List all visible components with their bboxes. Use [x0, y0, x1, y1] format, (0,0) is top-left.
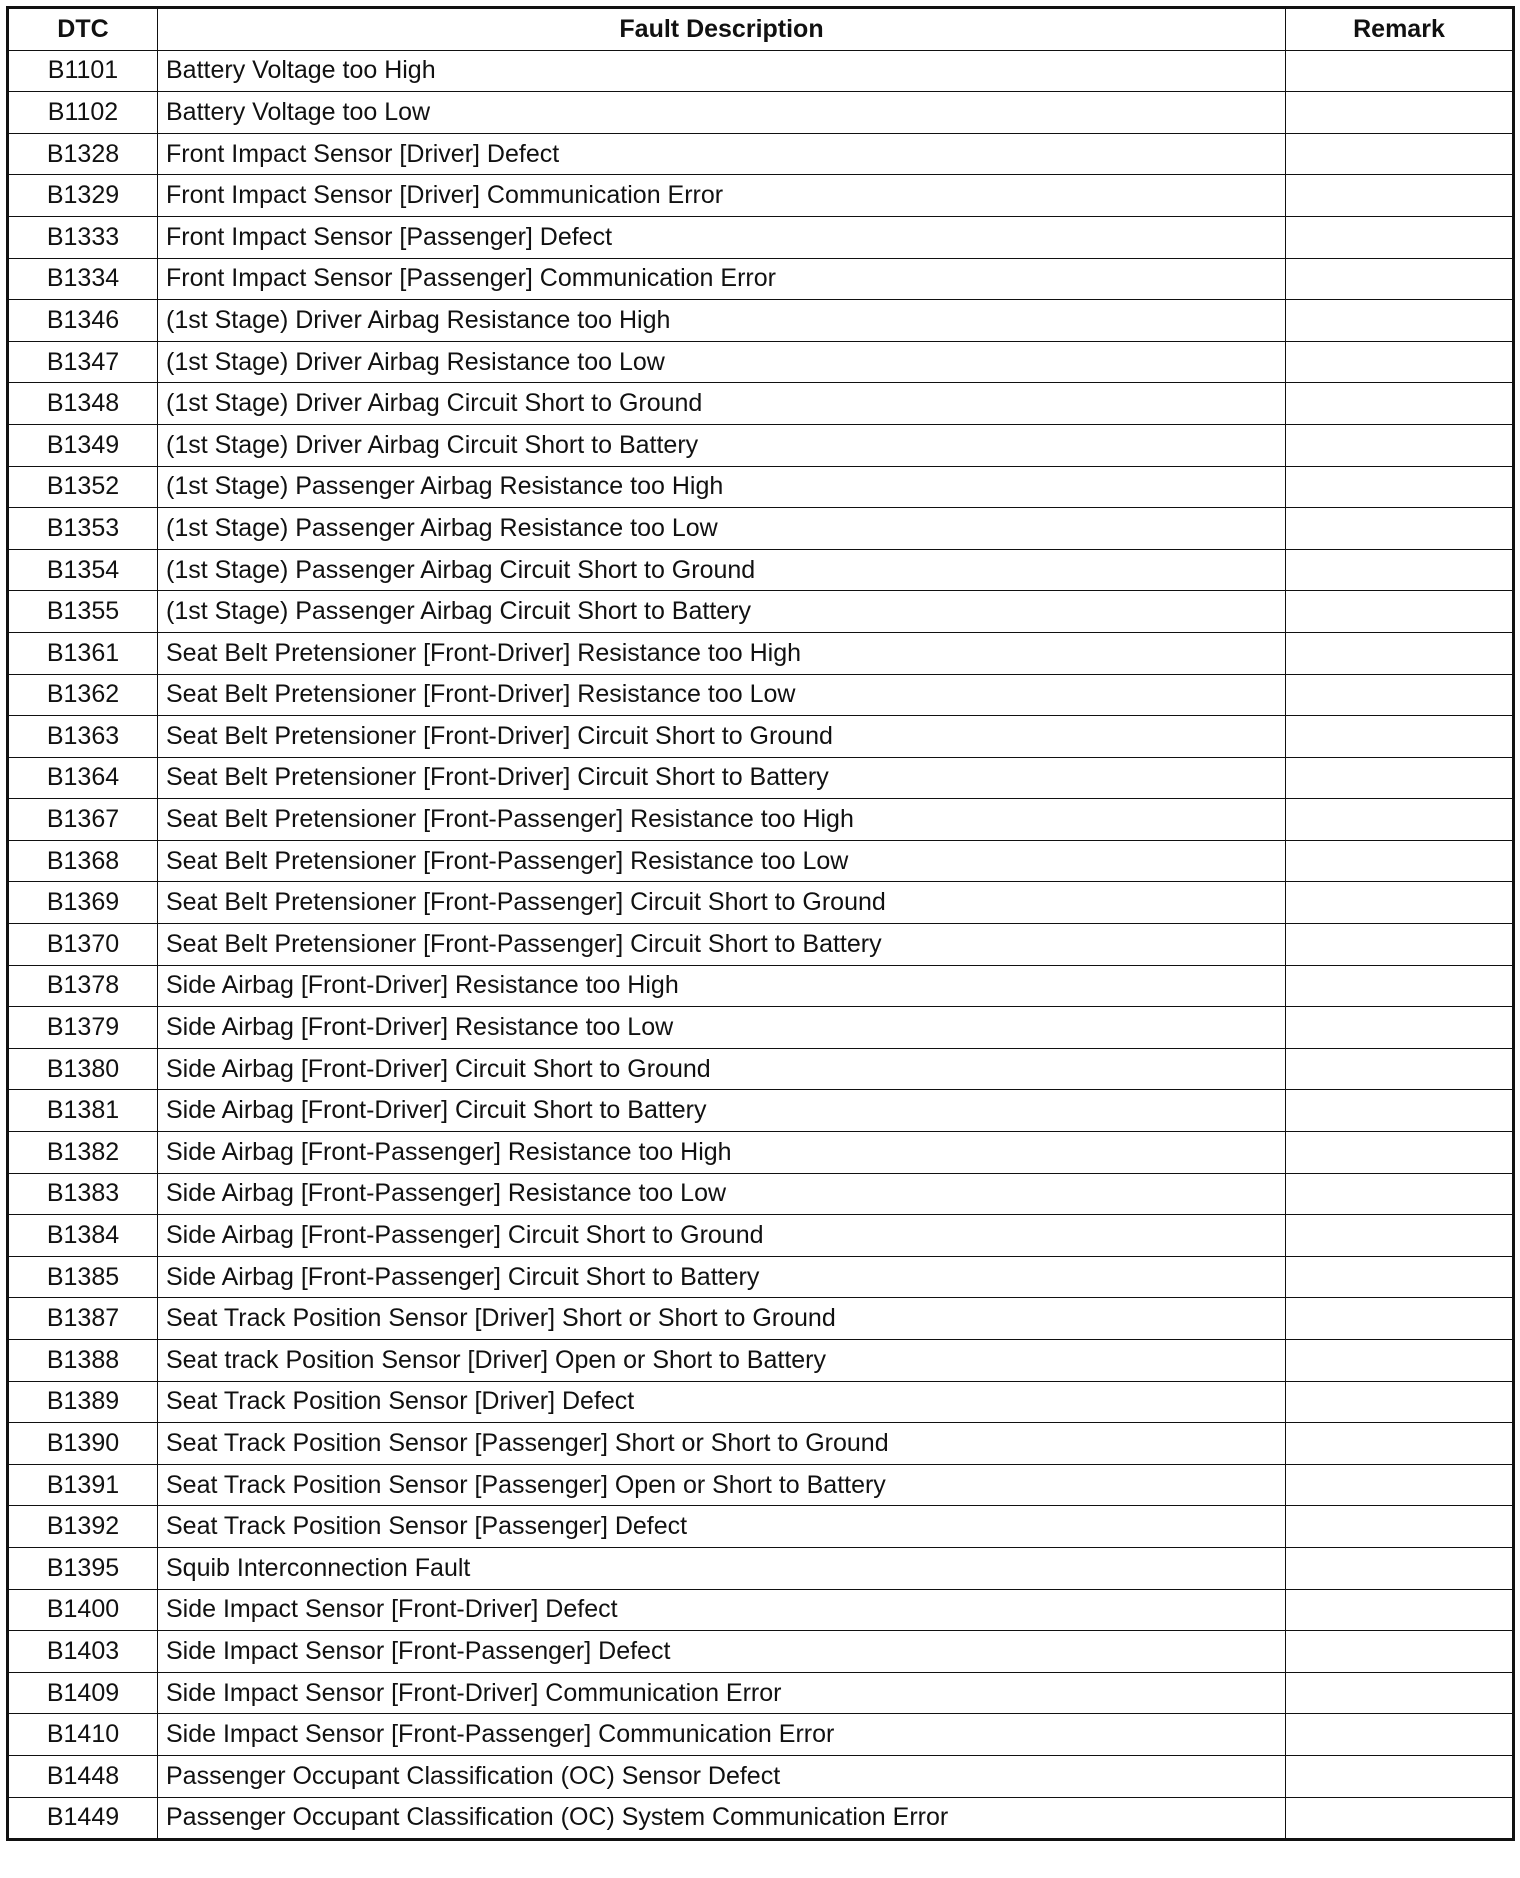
- remark-cell: [1286, 1048, 1514, 1090]
- table-row: [8, 1464, 1514, 1506]
- remark-cell: [1286, 92, 1514, 134]
- table-row: [8, 1215, 1514, 1257]
- table-row: [8, 1256, 1514, 1298]
- remark-cell: [1286, 1256, 1514, 1298]
- table-row: [8, 1173, 1514, 1215]
- remark-cell: [1286, 466, 1514, 508]
- dtc-code-cell: B1354: [8, 549, 158, 591]
- table-row: [8, 1340, 1514, 1382]
- table-row: [8, 424, 1514, 466]
- table-row: [8, 92, 1514, 134]
- dtc-code-cell: B1102: [8, 92, 158, 134]
- dtc-code-cell: B1328: [8, 133, 158, 175]
- dtc-code-cell: B1101: [8, 50, 158, 92]
- table-row: [8, 133, 1514, 175]
- remark-cell: [1286, 1423, 1514, 1465]
- remark-cell: [1286, 508, 1514, 550]
- remark-cell: [1286, 674, 1514, 716]
- remark-cell: [1286, 300, 1514, 342]
- remark-cell: [1286, 1547, 1514, 1589]
- table-row: [8, 1423, 1514, 1465]
- table-row: [8, 1672, 1514, 1714]
- table-row: [8, 1298, 1514, 1340]
- fault-description-cell: Front Impact Sensor [Passenger] Defect: [158, 216, 1286, 258]
- dtc-code-cell: B1382: [8, 1132, 158, 1174]
- fault-description-cell: Seat Track Position Sensor [Driver] Short or Short to Ground: [158, 1298, 1286, 1340]
- remark-cell: [1286, 50, 1514, 92]
- dtc-code-cell: B1364: [8, 757, 158, 799]
- fault-description-cell: Seat Belt Pretensioner [Front-Passenger] Circuit Short to Battery: [158, 924, 1286, 966]
- fault-description-cell: Seat Track Position Sensor [Passenger] Open or Short to Battery: [158, 1464, 1286, 1506]
- remark-cell: [1286, 757, 1514, 799]
- remark-cell: [1286, 1631, 1514, 1673]
- dtc-code-cell: B1391: [8, 1464, 158, 1506]
- table-row: [8, 924, 1514, 966]
- table-row: [8, 549, 1514, 591]
- remark-cell: [1286, 1215, 1514, 1257]
- remark-cell: [1286, 1672, 1514, 1714]
- dtc-code-cell: B1355: [8, 591, 158, 633]
- fault-description-cell: Side Airbag [Front-Driver] Resistance too Low: [158, 1007, 1286, 1049]
- table-body: [8, 50, 1514, 1840]
- dtc-code-cell: B1400: [8, 1589, 158, 1631]
- table-row: [8, 466, 1514, 508]
- fault-description-cell: Front Impact Sensor [Driver] Defect: [158, 133, 1286, 175]
- fault-description-cell: Side Airbag [Front-Passenger] Resistance too High: [158, 1132, 1286, 1174]
- table-row: [8, 1132, 1514, 1174]
- fault-description-cell: (1st Stage) Passenger Airbag Circuit Short to Ground: [158, 549, 1286, 591]
- fault-description-cell: Seat Track Position Sensor [Passenger] Defect: [158, 1506, 1286, 1548]
- fault-description-cell: Side Airbag [Front-Passenger] Resistance too Low: [158, 1173, 1286, 1215]
- fault-description-cell: Front Impact Sensor [Passenger] Communication Error: [158, 258, 1286, 300]
- table-row: [8, 632, 1514, 674]
- dtc-code-cell: B1409: [8, 1672, 158, 1714]
- fault-description-cell: Passenger Occupant Classification (OC) Sensor Defect: [158, 1755, 1286, 1797]
- table-row: [8, 716, 1514, 758]
- remark-cell: [1286, 1007, 1514, 1049]
- table-header: [8, 8, 1514, 51]
- fault-description-cell: Side Airbag [Front-Passenger] Circuit Short to Ground: [158, 1215, 1286, 1257]
- fault-description-cell: Side Impact Sensor [Front-Driver] Communication Error: [158, 1672, 1286, 1714]
- dtc-code-cell: B1395: [8, 1547, 158, 1589]
- remark-cell: [1286, 716, 1514, 758]
- fault-description-cell: Seat track Position Sensor [Driver] Open or Short to Battery: [158, 1340, 1286, 1382]
- column-header-dtc: DTC: [8, 8, 158, 51]
- fault-description-cell: Battery Voltage too High: [158, 50, 1286, 92]
- fault-description-cell: (1st Stage) Driver Airbag Circuit Short to Battery: [158, 424, 1286, 466]
- remark-cell: [1286, 424, 1514, 466]
- table-row: [8, 300, 1514, 342]
- table-row: [8, 50, 1514, 92]
- dtc-code-cell: B1449: [8, 1797, 158, 1840]
- remark-cell: [1286, 1090, 1514, 1132]
- fault-description-cell: Battery Voltage too Low: [158, 92, 1286, 134]
- dtc-code-cell: B1334: [8, 258, 158, 300]
- dtc-code-cell: B1392: [8, 1506, 158, 1548]
- remark-cell: [1286, 1381, 1514, 1423]
- dtc-code-cell: B1363: [8, 716, 158, 758]
- dtc-code-cell: B1388: [8, 1340, 158, 1382]
- dtc-code-cell: B1353: [8, 508, 158, 550]
- table-row: [8, 1048, 1514, 1090]
- fault-description-cell: Seat Belt Pretensioner [Front-Driver] Circuit Short to Battery: [158, 757, 1286, 799]
- table-row: [8, 757, 1514, 799]
- remark-cell: [1286, 1340, 1514, 1382]
- fault-description-cell: (1st Stage) Passenger Airbag Resistance too High: [158, 466, 1286, 508]
- remark-cell: [1286, 1464, 1514, 1506]
- table-row: [8, 1589, 1514, 1631]
- table-row: [8, 1547, 1514, 1589]
- fault-description-cell: (1st Stage) Driver Airbag Resistance too Low: [158, 341, 1286, 383]
- dtc-code-cell: B1385: [8, 1256, 158, 1298]
- remark-cell: [1286, 591, 1514, 633]
- remark-cell: [1286, 1173, 1514, 1215]
- fault-description-cell: Passenger Occupant Classification (OC) System Communication Error: [158, 1797, 1286, 1840]
- fault-description-cell: Seat Belt Pretensioner [Front-Passenger] Circuit Short to Ground: [158, 882, 1286, 924]
- dtc-code-cell: B1362: [8, 674, 158, 716]
- remark-cell: [1286, 1714, 1514, 1756]
- table-row: [8, 1090, 1514, 1132]
- dtc-code-cell: B1383: [8, 1173, 158, 1215]
- remark-cell: [1286, 1298, 1514, 1340]
- table-row: [8, 258, 1514, 300]
- fault-description-cell: Seat Track Position Sensor [Passenger] Short or Short to Ground: [158, 1423, 1286, 1465]
- table-row: [8, 175, 1514, 217]
- fault-description-cell: Side Impact Sensor [Front-Passenger] Defect: [158, 1631, 1286, 1673]
- fault-description-cell: Seat Belt Pretensioner [Front-Passenger] Resistance too Low: [158, 840, 1286, 882]
- dtc-code-cell: B1347: [8, 341, 158, 383]
- dtc-table: [6, 6, 1515, 1841]
- header-row: [8, 8, 1514, 51]
- dtc-code-cell: B1448: [8, 1755, 158, 1797]
- table-row: [8, 1755, 1514, 1797]
- dtc-code-cell: B1387: [8, 1298, 158, 1340]
- remark-cell: [1286, 882, 1514, 924]
- dtc-code-cell: B1361: [8, 632, 158, 674]
- remark-cell: [1286, 216, 1514, 258]
- remark-cell: [1286, 341, 1514, 383]
- table-row: [8, 1797, 1514, 1840]
- remark-cell: [1286, 1132, 1514, 1174]
- table-row: [8, 591, 1514, 633]
- remark-cell: [1286, 258, 1514, 300]
- dtc-code-cell: B1410: [8, 1714, 158, 1756]
- table-row: [8, 1381, 1514, 1423]
- dtc-code-cell: B1333: [8, 216, 158, 258]
- dtc-code-cell: B1384: [8, 1215, 158, 1257]
- fault-description-cell: (1st Stage) Driver Airbag Resistance too High: [158, 300, 1286, 342]
- dtc-code-cell: B1346: [8, 300, 158, 342]
- remark-cell: [1286, 383, 1514, 425]
- fault-description-cell: (1st Stage) Passenger Airbag Circuit Short to Battery: [158, 591, 1286, 633]
- column-header-remark: Remark: [1286, 8, 1514, 51]
- dtc-code-cell: B1348: [8, 383, 158, 425]
- fault-description-cell: (1st Stage) Driver Airbag Circuit Short to Ground: [158, 383, 1286, 425]
- dtc-code-cell: B1367: [8, 799, 158, 841]
- remark-cell: [1286, 1506, 1514, 1548]
- fault-description-cell: (1st Stage) Passenger Airbag Resistance too Low: [158, 508, 1286, 550]
- dtc-code-cell: B1352: [8, 466, 158, 508]
- fault-description-cell: Seat Track Position Sensor [Driver] Defect: [158, 1381, 1286, 1423]
- column-header-fault-description: Fault Description: [158, 8, 1286, 51]
- remark-cell: [1286, 175, 1514, 217]
- fault-description-cell: Side Airbag [Front-Passenger] Circuit Short to Battery: [158, 1256, 1286, 1298]
- remark-cell: [1286, 133, 1514, 175]
- table-row: [8, 1007, 1514, 1049]
- dtc-code-cell: B1368: [8, 840, 158, 882]
- table-row: [8, 341, 1514, 383]
- dtc-code-cell: B1380: [8, 1048, 158, 1090]
- remark-cell: [1286, 632, 1514, 674]
- table-row: [8, 216, 1514, 258]
- table-row: [8, 383, 1514, 425]
- dtc-code-cell: B1349: [8, 424, 158, 466]
- table-row: [8, 1506, 1514, 1548]
- table-row: [8, 508, 1514, 550]
- fault-description-cell: Side Airbag [Front-Driver] Circuit Short to Ground: [158, 1048, 1286, 1090]
- dtc-code-cell: B1329: [8, 175, 158, 217]
- fault-description-cell: Side Airbag [Front-Driver] Resistance too High: [158, 965, 1286, 1007]
- remark-cell: [1286, 965, 1514, 1007]
- fault-description-cell: Seat Belt Pretensioner [Front-Driver] Resistance too High: [158, 632, 1286, 674]
- remark-cell: [1286, 1589, 1514, 1631]
- dtc-code-cell: B1390: [8, 1423, 158, 1465]
- fault-description-cell: Squib Interconnection Fault: [158, 1547, 1286, 1589]
- dtc-code-cell: B1379: [8, 1007, 158, 1049]
- dtc-code-cell: B1369: [8, 882, 158, 924]
- table-row: [8, 882, 1514, 924]
- remark-cell: [1286, 840, 1514, 882]
- remark-cell: [1286, 549, 1514, 591]
- fault-description-cell: Seat Belt Pretensioner [Front-Driver] Resistance too Low: [158, 674, 1286, 716]
- fault-description-cell: Seat Belt Pretensioner [Front-Driver] Circuit Short to Ground: [158, 716, 1286, 758]
- fault-description-cell: Side Impact Sensor [Front-Passenger] Communication Error: [158, 1714, 1286, 1756]
- table-row: [8, 1714, 1514, 1756]
- dtc-code-cell: B1378: [8, 965, 158, 1007]
- dtc-code-cell: B1370: [8, 924, 158, 966]
- table-row: [8, 840, 1514, 882]
- fault-description-cell: Side Airbag [Front-Driver] Circuit Short to Battery: [158, 1090, 1286, 1132]
- table-row: [8, 1631, 1514, 1673]
- table-row: [8, 674, 1514, 716]
- remark-cell: [1286, 1755, 1514, 1797]
- fault-description-cell: Front Impact Sensor [Driver] Communication Error: [158, 175, 1286, 217]
- fault-description-cell: Side Impact Sensor [Front-Driver] Defect: [158, 1589, 1286, 1631]
- dtc-code-cell: B1381: [8, 1090, 158, 1132]
- dtc-code-cell: B1389: [8, 1381, 158, 1423]
- remark-cell: [1286, 799, 1514, 841]
- table-row: [8, 799, 1514, 841]
- remark-cell: [1286, 1797, 1514, 1840]
- table-row: [8, 965, 1514, 1007]
- dtc-code-cell: B1403: [8, 1631, 158, 1673]
- fault-description-cell: Seat Belt Pretensioner [Front-Passenger] Resistance too High: [158, 799, 1286, 841]
- remark-cell: [1286, 924, 1514, 966]
